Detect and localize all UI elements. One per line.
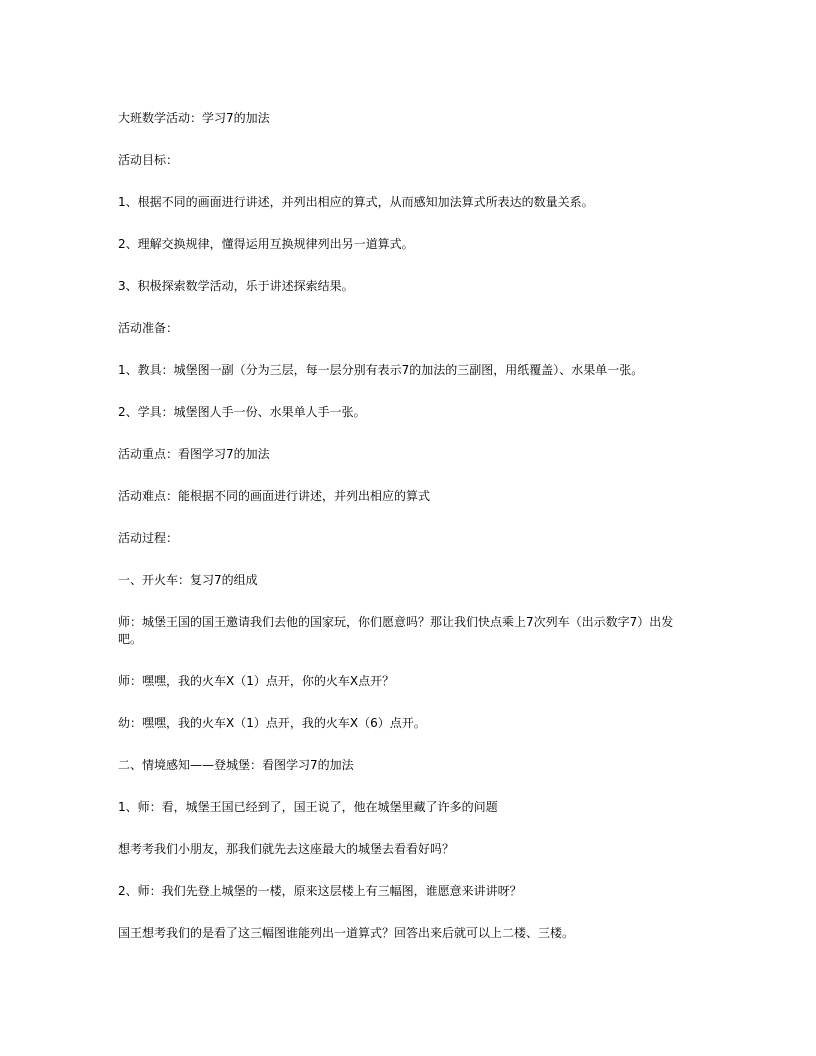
process-step-2-heading: 二、情境感知——登城堡：看图学习7的加法 xyxy=(118,758,354,772)
dialogue-teacher-3-continued: 想考考我们小朋友，那我们就先去这座最大的城堡去看看好吗？ xyxy=(118,842,455,856)
preparation-item-2: 2、学具：城堡图人手一份、水果单人手一张。 xyxy=(118,405,366,419)
dialogue-teacher-2: 师：嘿嘿，我的火车X（1）点开，你的火车X点开？ xyxy=(118,674,395,688)
dialogue-teacher-3: 1、师：看，城堡王国已经到了，国王说了，他在城堡里藏了许多的问题 xyxy=(118,800,498,814)
key-point: 活动重点：看图学习7的加法 xyxy=(118,447,270,461)
dialogue-teacher-1: 师：城堡王国的国王邀请我们去他的国家玩，你们愿意吗？那让我们快点乘上7次列车（出示数字7）出发吧。 xyxy=(118,615,674,646)
dialogue-teacher-4: 2、师：我们先登上城堡的一楼，原来这层楼上有三幅图，谁愿意来讲讲呀？ xyxy=(118,884,522,898)
section-heading-goals: 活动目标： xyxy=(118,153,179,167)
dialogue-teacher-4-continued: 国王想考我们的是看了这三幅图谁能列出一道算式？回答出来后就可以上二楼、三楼。 xyxy=(118,926,575,940)
goal-item-2: 2、理解交换规律，懂得运用互换规律列出另一道算式。 xyxy=(118,237,414,251)
dialogue-child-1: 幼：嘿嘿，我的火车X（1）点开，我的火车X（6）点开。 xyxy=(118,716,426,730)
goal-item-1: 1、根据不同的画面进行讲述，并列出相应的算式，从而感知加法算式所表达的数量关系。 xyxy=(118,195,594,209)
section-heading-preparation: 活动准备： xyxy=(118,321,179,335)
document-title: 大班数学活动：学习7的加法 xyxy=(118,111,270,125)
document-page xyxy=(118,110,696,942)
goal-item-3: 3、积极探索数学活动，乐于讲述探索结果。 xyxy=(118,279,354,293)
preparation-item-1: 1、教具：城堡图一副（分为三层，每一层分别有表示7的加法的三副图，用纸覆盖）、水果单一张。 xyxy=(118,363,644,377)
difficult-point: 活动难点：能根据不同的画面进行讲述，并列出相应的算式 xyxy=(118,489,431,503)
section-heading-process: 活动过程： xyxy=(118,531,179,545)
process-step-1-heading: 一、开火车：复习7的组成 xyxy=(118,573,258,587)
